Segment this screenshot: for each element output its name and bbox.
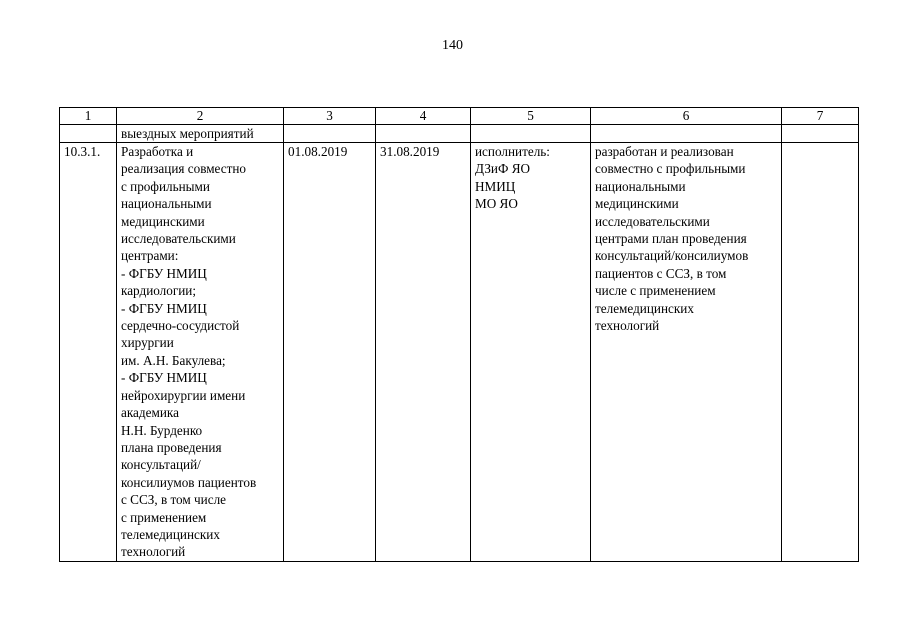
continuation-cell-7 [782,125,859,143]
continuation-cell-2: выездных мероприятий [117,125,284,143]
table-header-row [60,108,859,125]
continuation-cell-1 [60,125,117,143]
continuation-cell-5 [471,125,591,143]
activity-plan-table [59,107,859,562]
expected-result: разработан и реализован совместно с профильными национальными медицинскими исследовательскими центрами план проведения консультаций/консилиумов пациентов с ССЗ, в том числе с применением телемедицинских технологий [591,143,782,562]
responsible-parties: исполнитель: ДЗиФ ЯО НМИЦ МО ЯО [471,143,591,562]
continuation-cell-3 [284,125,376,143]
column-header-2: 2 [117,108,284,125]
start-date: 01.08.2019 [284,143,376,562]
continuation-cell-6 [591,125,782,143]
page-number: 140 [442,38,463,53]
column-header-5: 5 [471,108,591,125]
column-header-3: 3 [284,108,376,125]
end-date: 31.08.2019 [376,143,471,562]
column-header-4: 4 [376,108,471,125]
table-row [60,143,859,562]
column-header-6: 6 [591,108,782,125]
continuation-cell-4 [376,125,471,143]
column-header-1: 1 [60,108,117,125]
item-number: 10.3.1. [60,143,117,562]
item-description: Разработка и реализация совместно с профильными национальными медицинскими исследовательскими центрами: - ФГБУ НМИЦ кардиологии; - ФГБУ НМИЦ сердечно-сосудистой хирургии им. А.Н. Бакулева; - ФГБУ НМИЦ нейрохирургии имени академика Н.Н. Бурденко плана проведения консультаций/ консилиумов пациентов с ССЗ, в том числе с применением телемедицинских технологий [117,143,284,562]
continuation-row [60,125,859,143]
notes-cell [782,143,859,562]
column-header-7: 7 [782,108,859,125]
